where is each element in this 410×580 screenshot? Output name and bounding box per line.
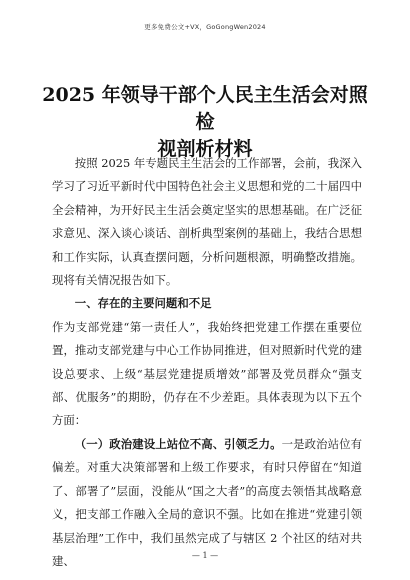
document-body	[52, 152, 362, 573]
page-number: — 1 —	[191, 551, 219, 560]
header-note: 更多免费公文+VX，GoGongWen2024	[144, 23, 266, 31]
document-title	[40, 82, 370, 163]
subsection-heading: （一）政治建设上站位不高、引领乏力。	[74, 436, 282, 451]
subsection-text: 一是政治站位有偏差。对重大决策部署和上级工作要求，有时只停留在“知道了、部署了”层面，没能从“国之大者”的高度去领悟其战略意义，把支部工作融入全局的意识不强。比如在推进“党建引领基层治理”工作中，我们虽然完成了与辖区 2 个社区的结对共建、	[52, 436, 362, 568]
intro-paragraph: 按照 2025 年专题民主生活会的工作部署，会前，我深入学习了习近平新时代中国特色社会主义思想和党的二十届四中全会精神，为开好民主生活会奠定坚实的思想基础。在广泛征求意见、深入谈心谈话、剖析典型案例的基础上，我结合思想和工作实际，认真查摆问题，分析问题根源，明确整改措施。现将有关情况报告如下。	[52, 156, 362, 288]
section-paragraph: 作为支部党建“第一责任人”，我始终把党建工作摆在重要位置，推动支部党建与中心工作协同推进，但对照新时代党的建设总要求、上级“基层党建提质增效”部署及党员群众“强支部、优服务”的期盼，仍存在不少差距。具体表现为以下五个方面：	[52, 319, 362, 428]
title-line-1: 2025 年领导干部个人民主生活会对照检	[42, 84, 368, 133]
title-line-2: 视剖析材料	[157, 138, 253, 160]
section-heading: 一、存在的主要问题和不足	[74, 296, 212, 311]
